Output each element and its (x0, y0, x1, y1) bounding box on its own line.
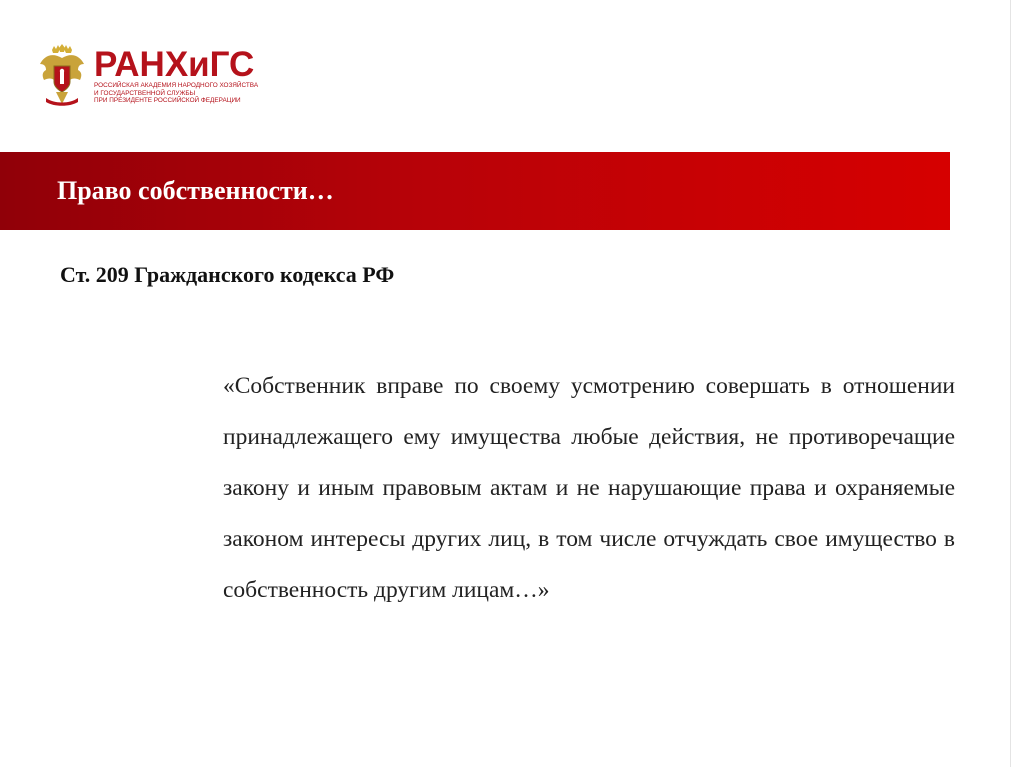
logo-text (94, 47, 258, 104)
double-headed-eagle-emblem-icon (38, 44, 86, 108)
logo-subtitle-line-1: РОССИЙСКАЯ АКАДЕМИЯ НАРОДНОГО ХОЗЯЙСТВА (94, 82, 259, 90)
logo-name: РАНХиГС (94, 45, 255, 85)
title-bar (0, 152, 950, 230)
article-reference: Ст. 209 Гражданского кодекса РФ (60, 262, 395, 287)
ranepa-logo (38, 44, 258, 108)
logo-subtitle-line-2: И ГОСУДАРСТВЕННОЙ СЛУЖБЫ (94, 89, 196, 97)
slide-title: Право собственности… (57, 176, 334, 205)
logo-subtitle-line-3: ПРИ ПРЕЗИДЕНТЕ РОССИЙСКОЙ ФЕДЕРАЦИИ (94, 97, 241, 105)
quote-text: «Собственник вправе по своему усмотрению совершать в отношении принадлежащего ему имущества любые действия, не противоречащие закону и иным правовым актам и не нарушающие права и охраняемые законом интересы других лиц, в том числе отчуждать свое имущество в собственность другим лицам…» (223, 373, 955, 603)
